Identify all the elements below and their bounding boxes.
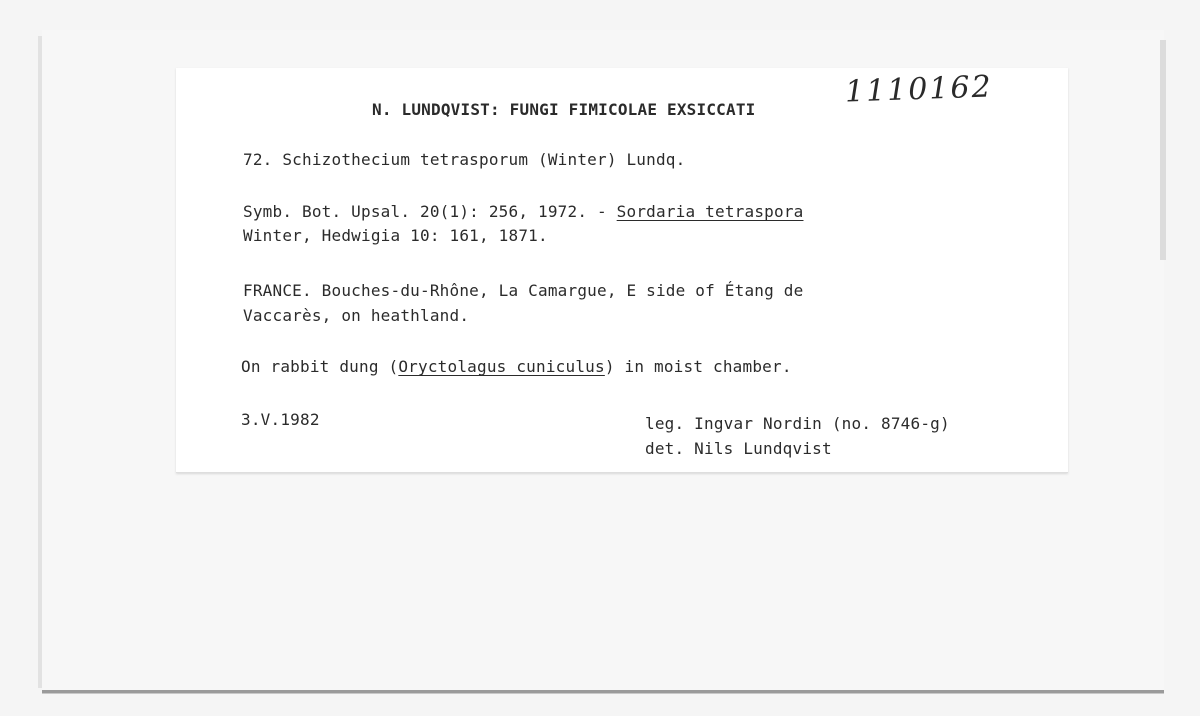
substrate-suffix: ) in moist chamber. [604, 357, 792, 376]
substrate-prefix: On rabbit dung ( [241, 357, 399, 376]
reference-line-1 [243, 202, 803, 221]
locality-line-2: Vaccarès, on heathland. [243, 306, 470, 325]
handwritten-accession-number: 1110162 [844, 69, 994, 110]
reference-prefix: Symb. Bot. Upsal. 20(1): 256, 1972. - [243, 202, 617, 221]
collector-line: leg. Ingvar Nordin (no. 8746-g) [645, 414, 950, 433]
collection-date: 3.V.1982 [241, 410, 320, 429]
reference-line-2: Winter, Hedwigia 10: 161, 1871. [243, 226, 548, 245]
locality-line-1: FRANCE. Bouches-du-Rhône, La Camargue, E side of Étang de [243, 281, 804, 300]
label-title: N. LUNDQVIST: FUNGI FIMICOLAE EXSICCATI [372, 100, 756, 119]
host-name: Oryctolagus cuniculus [398, 357, 605, 376]
determiner-line: det. Nils Lundqvist [645, 439, 832, 458]
synonym-name: Sordaria tetraspora [616, 202, 804, 221]
species-line: 72. Schizothecium tetrasporum (Winter) Lundq. [243, 150, 686, 169]
envelope-right-edge [1160, 40, 1166, 260]
substrate-line [241, 357, 792, 376]
